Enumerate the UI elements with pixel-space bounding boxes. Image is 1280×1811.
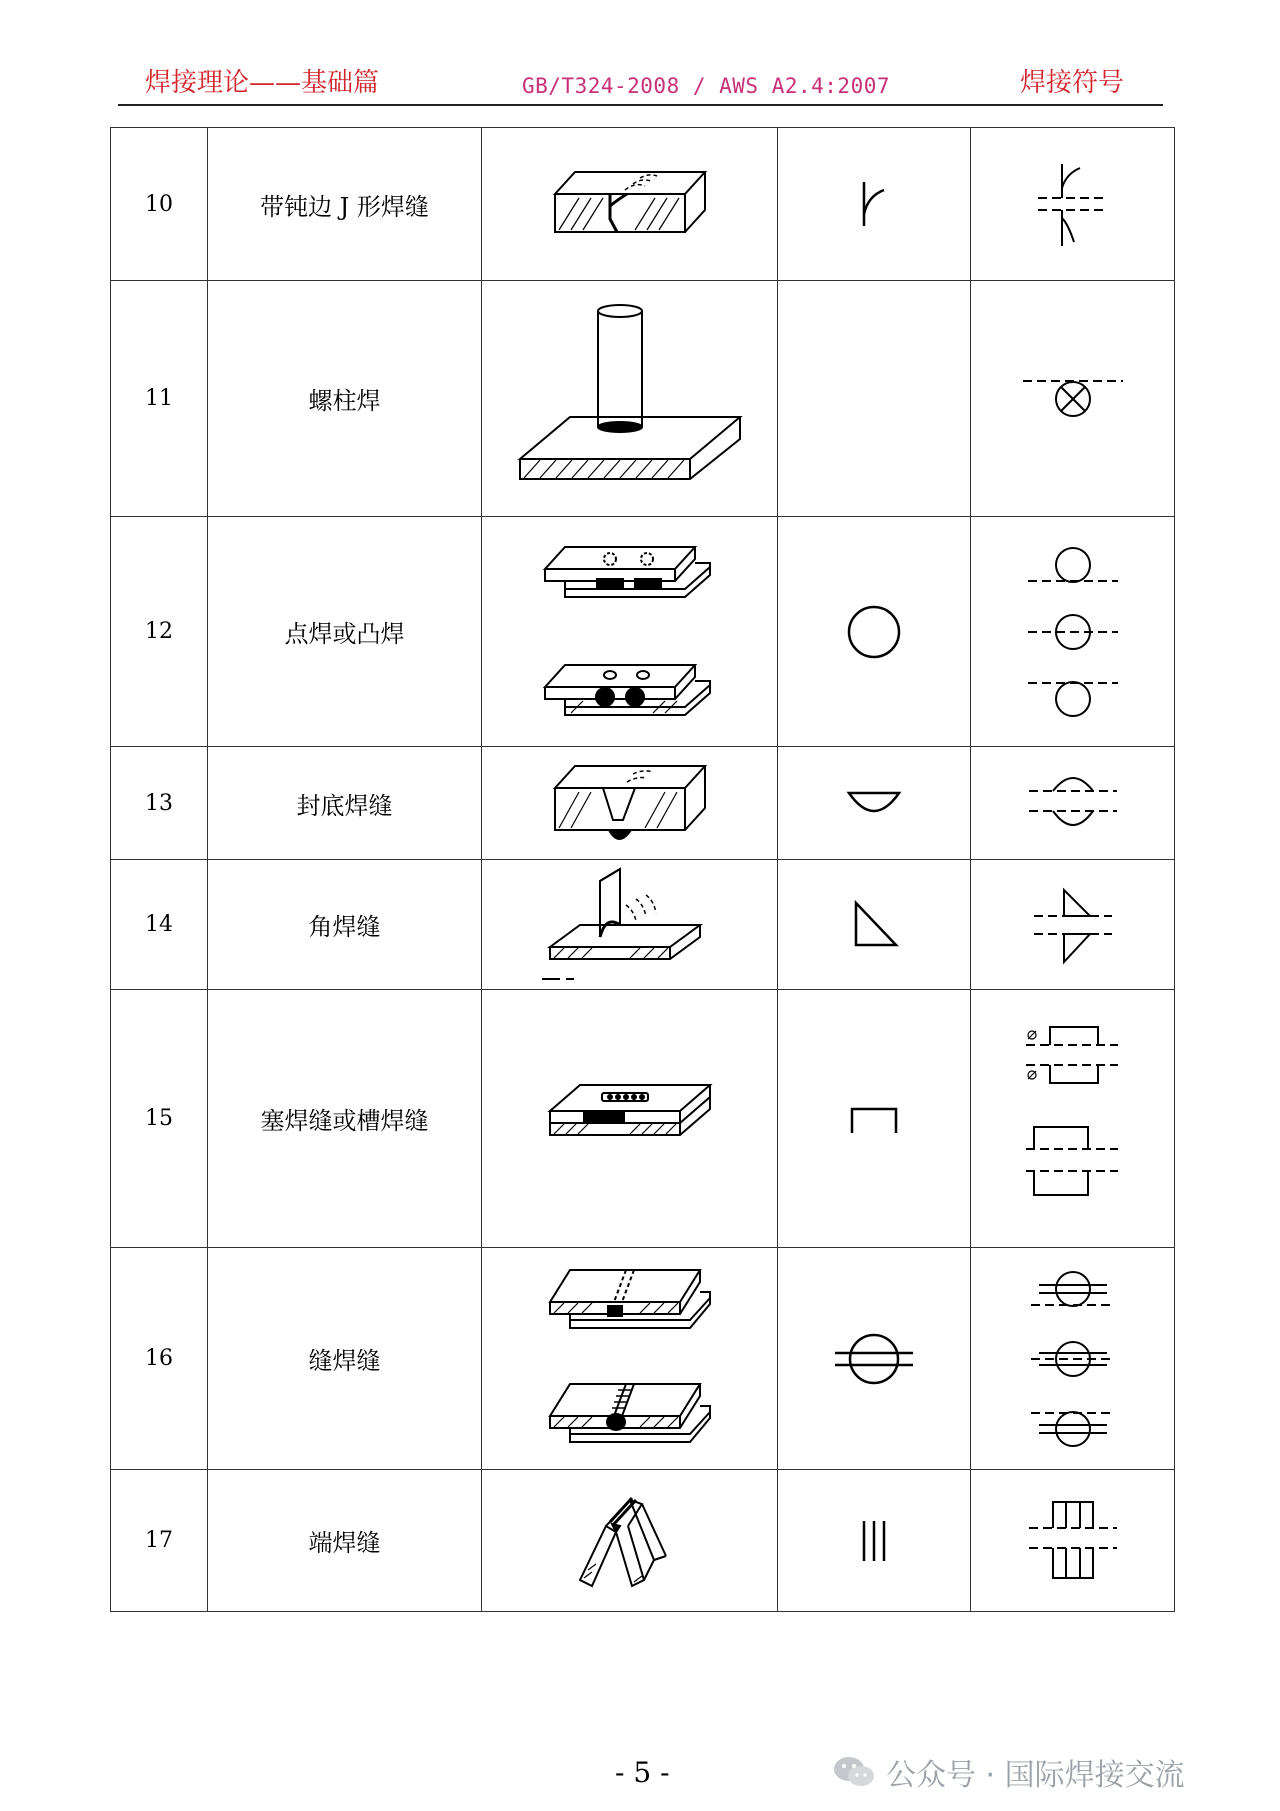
row-number: 11 (111, 281, 208, 517)
seam-weld-usage-icon (971, 1248, 1175, 1470)
plug-symbol-icon (778, 990, 971, 1248)
wechat-watermark (832, 1750, 1185, 1794)
row-number: 14 (111, 860, 208, 990)
watermark-text: 公众号 · 国际焊接交流 (886, 1758, 1185, 1793)
spot-weld-usage-icon (971, 517, 1175, 747)
table-row (111, 517, 1175, 747)
j-groove-usage-icon (971, 128, 1175, 281)
stud-weld-illustration (482, 281, 778, 517)
fillet-weld-illustration (482, 860, 778, 990)
triangle-symbol-icon (778, 860, 971, 990)
edge-symbol-icon (778, 1470, 971, 1612)
weld-name: 点焊或凸焊 (208, 517, 482, 747)
page-number: - 5 - (615, 1756, 670, 1789)
table-row (111, 1470, 1175, 1612)
table-row (111, 747, 1175, 860)
fillet-weld-usage-icon (971, 860, 1175, 990)
half-circle-symbol-icon (778, 747, 971, 860)
weld-name: 缝焊缝 (208, 1248, 482, 1470)
stud-weld-usage-icon (971, 281, 1175, 517)
wechat-icon (832, 1755, 876, 1789)
row-number: 12 (111, 517, 208, 747)
edge-weld-illustration (482, 1470, 778, 1612)
stud-weld-symbol-empty (778, 281, 971, 517)
weld-name: 角焊缝 (208, 860, 482, 990)
weld-symbol-table (110, 127, 1175, 1612)
seam-weld-illustration (482, 1248, 778, 1470)
weld-name: 端焊缝 (208, 1470, 482, 1612)
header-standard-codes: GB/T324-2008 / AWS A2.4:2007 (522, 74, 891, 98)
row-number: 13 (111, 747, 208, 860)
weld-name: 封底焊缝 (208, 747, 482, 860)
weld-name: 塞焊缝或槽焊缝 (208, 990, 482, 1248)
table-row (111, 860, 1175, 990)
table-row (111, 128, 1175, 281)
row-number: 15 (111, 990, 208, 1248)
plug-weld-usage-icon (971, 990, 1175, 1248)
back-weld-illustration (482, 747, 778, 860)
header-rule (118, 104, 1163, 106)
plug-slot-weld-illustration (482, 990, 778, 1248)
j-groove-symbol-icon (778, 128, 971, 281)
edge-weld-usage-icon (971, 1470, 1175, 1612)
j-groove-with-root-face-illustration (482, 128, 778, 281)
table-row (111, 281, 1175, 517)
back-weld-usage-icon (971, 747, 1175, 860)
row-number: 10 (111, 128, 208, 281)
weld-name: 带钝边 J 形焊缝 (208, 128, 482, 281)
table-row (111, 1248, 1175, 1470)
header-left-title: 焊接理论——基础篇 (145, 68, 380, 98)
row-number: 16 (111, 1248, 208, 1470)
header-right-title: 焊接符号 (1020, 68, 1125, 98)
row-number: 17 (111, 1470, 208, 1612)
table-row (111, 990, 1175, 1248)
circle-symbol-icon (778, 517, 971, 747)
spot-weld-illustration (482, 517, 778, 747)
weld-name: 螺柱焊 (208, 281, 482, 517)
seam-symbol-icon (778, 1248, 971, 1470)
